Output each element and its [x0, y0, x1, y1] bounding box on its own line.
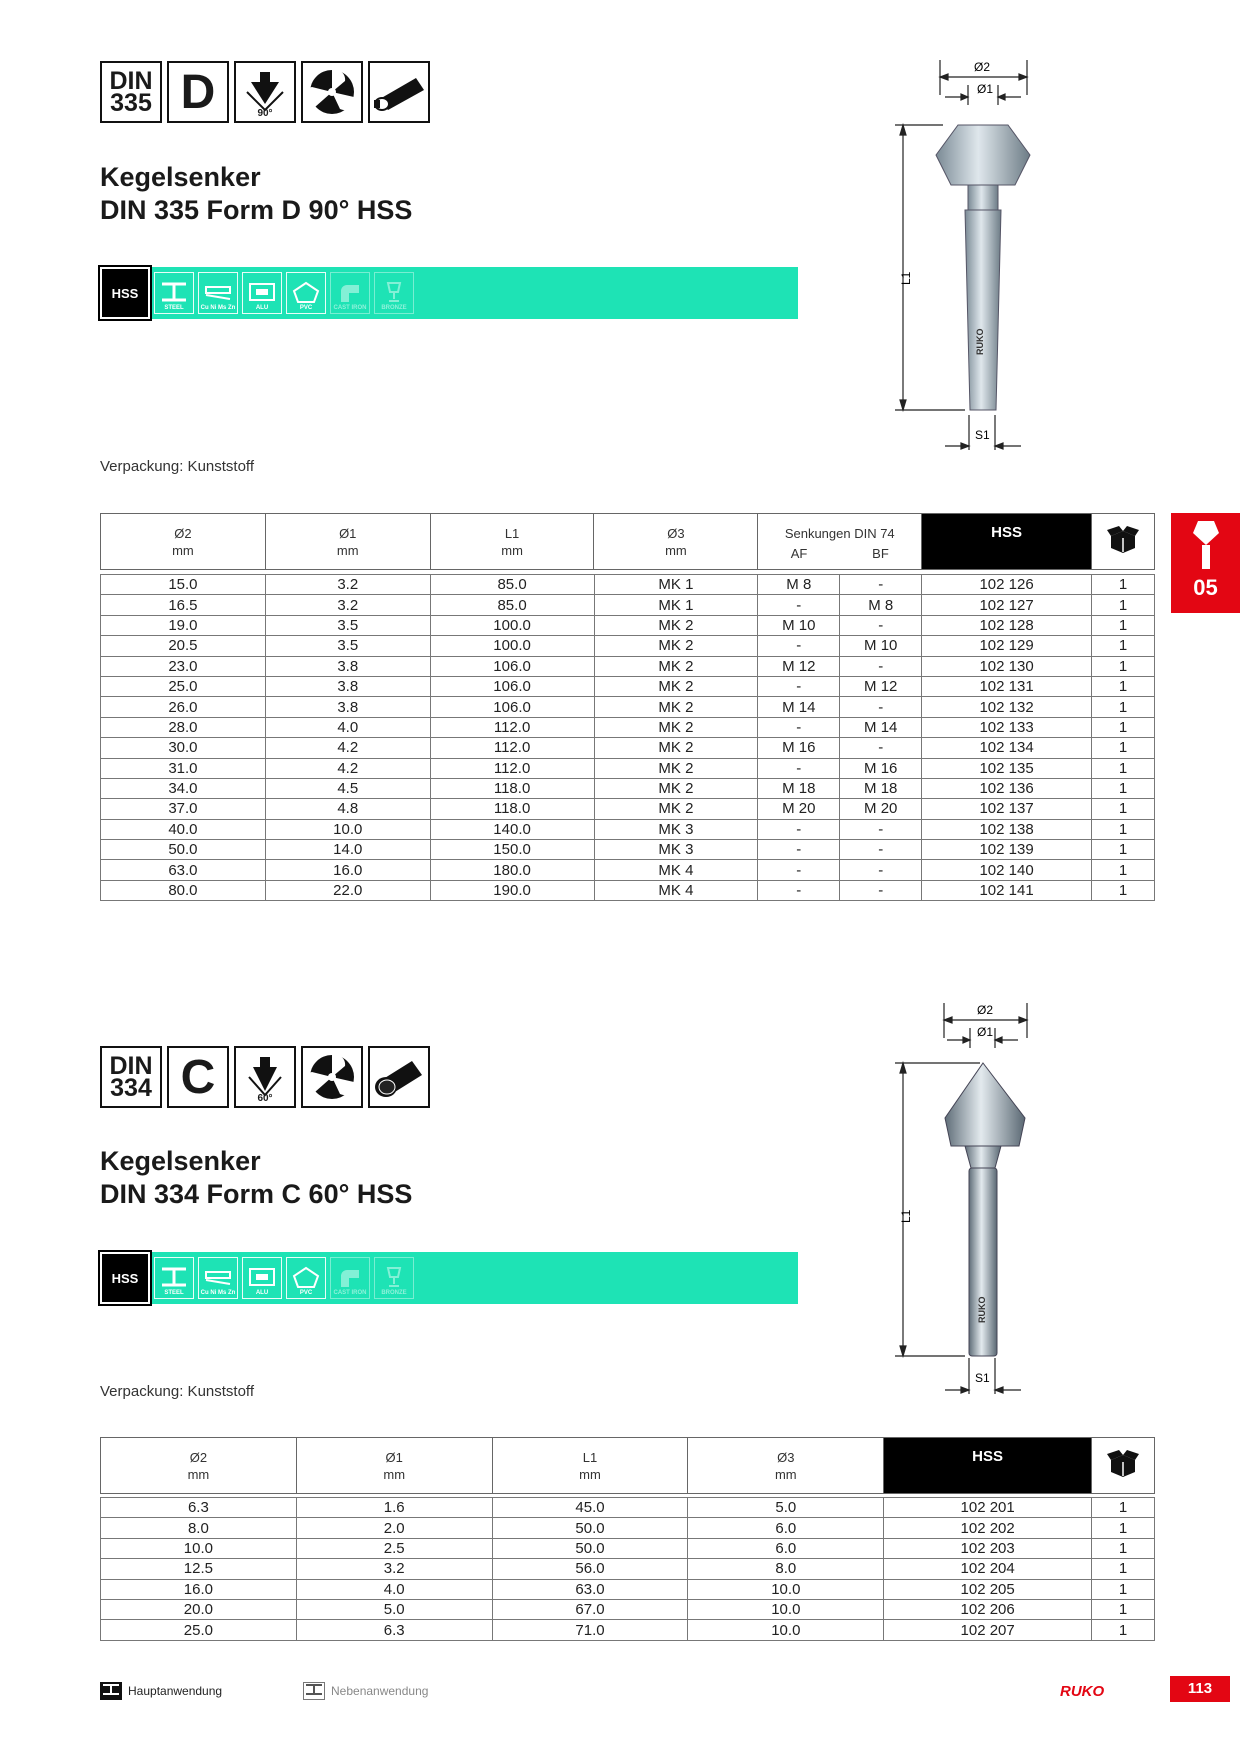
table-cell: -: [840, 880, 922, 900]
brand-logo: RUKO: [1060, 1683, 1105, 1700]
table-cell: 1: [1092, 738, 1155, 758]
dim-d2: Ø2: [977, 1003, 994, 1017]
table-row: [101, 819, 1155, 839]
table-cell: MK 2: [594, 778, 758, 798]
table-cell: 102 133: [922, 717, 1092, 737]
table-cell: 1: [1092, 880, 1155, 900]
steel-beam-icon-outline: [303, 1682, 325, 1700]
form-letter: C: [180, 1050, 216, 1104]
col-hss: HSS: [884, 1438, 1092, 1494]
table-cell: 1: [1092, 1620, 1155, 1640]
table-cell: 67.0: [492, 1599, 688, 1619]
table-cell: 102 130: [922, 656, 1092, 676]
table-cell: -: [758, 717, 840, 737]
table-cell: 102 132: [922, 697, 1092, 717]
table-cell: 3.8: [265, 676, 430, 696]
table-cell: 102 126: [922, 575, 1092, 595]
table-cell: 102 131: [922, 676, 1092, 696]
din-norm-icon: [100, 1046, 162, 1108]
countersink-drawing-2: [895, 998, 1065, 1398]
table-cell: -: [840, 860, 922, 880]
title-line1: Kegelsenker: [100, 162, 261, 192]
col-d3: Ø3 mm: [594, 514, 758, 570]
din-number: 335: [110, 89, 152, 117]
table-cell: 50.0: [101, 840, 266, 860]
table-cell: 102 141: [922, 880, 1092, 900]
table-cell: 102 202: [884, 1518, 1092, 1538]
table-row: [101, 840, 1155, 860]
table-cell: 1: [1092, 1599, 1155, 1619]
col-senkungen: Senkungen DIN 74 AF BF: [758, 514, 922, 570]
box-icon: [1107, 526, 1139, 554]
table-cell: 3.8: [265, 656, 430, 676]
material-pvc: PVC: [286, 1257, 326, 1299]
table-cell: 16.0: [101, 1579, 297, 1599]
table-cell: 102 136: [922, 778, 1092, 798]
table-cell: 1: [1092, 819, 1155, 839]
material-band-2: [100, 1252, 798, 1304]
table-cell: 102 128: [922, 615, 1092, 635]
table-row: [101, 1538, 1155, 1558]
material-alu: ALU: [242, 272, 282, 314]
table-cell: 22.0: [265, 880, 430, 900]
table-cell: MK 2: [594, 738, 758, 758]
material-band-1: [100, 267, 798, 319]
form-letter-icon: [167, 1046, 229, 1108]
table-cell: 1: [1092, 575, 1155, 595]
hss-badge: HSS: [100, 1252, 150, 1304]
table-cell: 112.0: [430, 738, 594, 758]
table-cell: 100.0: [430, 615, 594, 635]
table-cell: 5.0: [688, 1498, 884, 1518]
table-cell: -: [758, 819, 840, 839]
dim-d1: Ø1: [977, 1025, 994, 1039]
table-row: [101, 676, 1155, 696]
table-row: [101, 697, 1155, 717]
table-cell: 150.0: [430, 840, 594, 860]
table-cell: 12.5: [101, 1559, 297, 1579]
alu-profile-icon: [247, 1266, 277, 1288]
table-cell: -: [840, 615, 922, 635]
profile-icon: [203, 281, 233, 303]
table-row: [101, 717, 1155, 737]
material-pvc: PVC: [286, 272, 326, 314]
table-cell: M 20: [758, 799, 840, 819]
table-cell: M 16: [840, 758, 922, 778]
table-cell: 16.0: [265, 860, 430, 880]
table-cell: 71.0: [492, 1620, 688, 1640]
table-cell: 1: [1092, 840, 1155, 860]
table-cell: 102 203: [884, 1538, 1092, 1558]
table-cell: -: [758, 860, 840, 880]
table-row: [101, 1559, 1155, 1579]
table-cell: -: [758, 758, 840, 778]
col-d2: Ø2 mm: [101, 1438, 297, 1494]
table-cell: 3.2: [265, 595, 430, 615]
profile-icon: [203, 1266, 233, 1288]
table-cell: 3.8: [265, 697, 430, 717]
table-cell: 102 138: [922, 819, 1092, 839]
table-cell: 106.0: [430, 656, 594, 676]
table-cell: 102 135: [922, 758, 1092, 778]
table-cell: M 16: [758, 738, 840, 758]
table-cell: 102 134: [922, 738, 1092, 758]
table-cell: MK 4: [594, 860, 758, 880]
table-cell: 4.5: [265, 778, 430, 798]
table-cell: 100.0: [430, 636, 594, 656]
col-l1: L1 mm: [492, 1438, 688, 1494]
table-row: [101, 1498, 1155, 1518]
table-cell: -: [758, 880, 840, 900]
brand-engraving: RUKO: [975, 328, 985, 355]
table-cell: M 18: [840, 778, 922, 798]
table-cell: 1: [1092, 656, 1155, 676]
table-row: [101, 615, 1155, 635]
table-cell: -: [758, 595, 840, 615]
table-cell: 25.0: [101, 1620, 297, 1640]
table-cell: 2.5: [296, 1538, 492, 1558]
table-row: [101, 1579, 1155, 1599]
table-cell: 1: [1092, 697, 1155, 717]
packaging-note-2: Verpackung: Kunststoff: [100, 1383, 254, 1400]
table-cell: 37.0: [101, 799, 266, 819]
table-cell: 25.0: [101, 676, 266, 696]
spec-table-2: [100, 1497, 1155, 1641]
table-cell: 1: [1092, 758, 1155, 778]
countersink-drawing-1: [895, 55, 1065, 460]
material-nonferrous: Cu Ni Ms Zn: [198, 1257, 238, 1299]
table-cell: M 18: [758, 778, 840, 798]
table-cell: 1: [1092, 1559, 1155, 1579]
table-cell: 80.0: [101, 880, 266, 900]
table-cell: 1: [1092, 1498, 1155, 1518]
material-cast-iron: CAST IRON: [330, 272, 370, 314]
table-cell: 1: [1092, 1518, 1155, 1538]
material-bronze: BRONZE: [374, 272, 414, 314]
material-steel: STEEL: [154, 272, 194, 314]
elbow-icon: [335, 1266, 365, 1288]
legend-secondary: Nebenanwendung: [303, 1682, 428, 1700]
elbow-icon: [335, 281, 365, 303]
title-line2: DIN 334 Form C 60° HSS: [100, 1179, 413, 1209]
table-cell: 102 204: [884, 1559, 1092, 1579]
din-norm-icon: [100, 61, 162, 123]
table-row: [101, 595, 1155, 615]
table-cell: -: [758, 840, 840, 860]
material-cast-iron: CAST IRON: [330, 1257, 370, 1299]
table-cell: 4.2: [265, 738, 430, 758]
table-row: [101, 656, 1155, 676]
table-cell: 102 206: [884, 1599, 1092, 1619]
table-cell: 1: [1092, 717, 1155, 737]
table-row: [101, 799, 1155, 819]
table-cell: 50.0: [492, 1538, 688, 1558]
table-row: [101, 860, 1155, 880]
table-cell: 3.2: [296, 1559, 492, 1579]
table-cell: 102 205: [884, 1579, 1092, 1599]
steel-beam-icon: [159, 281, 189, 303]
table-cell: 30.0: [101, 738, 266, 758]
table-cell: 50.0: [492, 1518, 688, 1538]
table-cell: 1: [1092, 1579, 1155, 1599]
table-row: [101, 738, 1155, 758]
form-letter: D: [180, 65, 216, 119]
col-pack: [1091, 1438, 1154, 1494]
table-cell: 2.0: [296, 1518, 492, 1538]
table-cell: 6.3: [101, 1498, 297, 1518]
table-cell: 63.0: [101, 860, 266, 880]
three-flute-icon: [301, 1046, 363, 1108]
table-cell: MK 1: [594, 575, 758, 595]
table-cell: MK 2: [594, 676, 758, 696]
packaging-note-1: Verpackung: Kunststoff: [100, 458, 254, 475]
table-cell: 190.0: [430, 880, 594, 900]
table-cell: 102 139: [922, 840, 1092, 860]
table-cell: 118.0: [430, 799, 594, 819]
table-cell: MK 2: [594, 615, 758, 635]
table-cell: -: [840, 840, 922, 860]
table-cell: 102 137: [922, 799, 1092, 819]
material-alu: ALU: [242, 1257, 282, 1299]
table-cell: 10.0: [688, 1599, 884, 1619]
table-cell: -: [840, 738, 922, 758]
table-cell: MK 2: [594, 697, 758, 717]
table-cell: 16.5: [101, 595, 266, 615]
table-cell: M 10: [758, 615, 840, 635]
material-bronze: BRONZE: [374, 1257, 414, 1299]
steel-beam-icon: [100, 1682, 122, 1700]
table-cell: 102 127: [922, 595, 1092, 615]
pentagon-icon: [291, 281, 321, 303]
table-cell: MK 1: [594, 595, 758, 615]
table-cell: 10.0: [688, 1579, 884, 1599]
col-hss: HSS: [922, 514, 1092, 570]
table-cell: MK 3: [594, 819, 758, 839]
table-row: [101, 1620, 1155, 1640]
hss-badge: HSS: [100, 267, 150, 319]
table-cell: 15.0: [101, 575, 266, 595]
title-line2: DIN 335 Form D 90° HSS: [100, 195, 413, 225]
table-cell: 4.2: [265, 758, 430, 778]
table-cell: 102 129: [922, 636, 1092, 656]
pentagon-icon: [291, 1266, 321, 1288]
table-cell: 118.0: [430, 778, 594, 798]
table-cell: MK 2: [594, 636, 758, 656]
table-cell: 106.0: [430, 676, 594, 696]
table-cell: -: [840, 656, 922, 676]
spec-icons-2: [100, 1046, 430, 1108]
table-cell: 102 201: [884, 1498, 1092, 1518]
table-cell: 1: [1092, 636, 1155, 656]
morse-taper-shank-icon: [368, 61, 430, 123]
table-row: [101, 636, 1155, 656]
table-cell: 112.0: [430, 758, 594, 778]
dim-d2: Ø2: [974, 60, 991, 74]
material-nonferrous: Cu Ni Ms Zn: [198, 272, 238, 314]
table-cell: M 12: [758, 656, 840, 676]
countersink-angle-icon: [234, 1046, 296, 1108]
table-cell: 10.0: [265, 819, 430, 839]
table-cell: 10.0: [101, 1538, 297, 1558]
col-d1: Ø1 mm: [265, 514, 430, 570]
table-cell: 3.5: [265, 636, 430, 656]
table-cell: 102 207: [884, 1620, 1092, 1640]
table-row: [101, 778, 1155, 798]
table-cell: 1: [1092, 595, 1155, 615]
chapter-tab: [1171, 513, 1240, 613]
table-cell: 63.0: [492, 1579, 688, 1599]
col-d3: Ø3 mm: [688, 1438, 884, 1494]
product-title-1: [100, 161, 412, 227]
table-cell: 1: [1092, 778, 1155, 798]
table-cell: 102 140: [922, 860, 1092, 880]
table-cell: M 8: [840, 595, 922, 615]
table-cell: 3.5: [265, 615, 430, 635]
table-cell: 28.0: [101, 717, 266, 737]
table-cell: MK 4: [594, 880, 758, 900]
table-cell: 4.0: [296, 1579, 492, 1599]
table-cell: 4.0: [265, 717, 430, 737]
cylindrical-shank-icon: [368, 1046, 430, 1108]
col-l1: L1 mm: [430, 514, 594, 570]
table-cell: 6.3: [296, 1620, 492, 1640]
table-cell: -: [758, 636, 840, 656]
material-steel: STEEL: [154, 1257, 194, 1299]
table-cell: 40.0: [101, 819, 266, 839]
steel-beam-icon: [159, 1266, 189, 1288]
table-cell: 6.0: [688, 1518, 884, 1538]
table-cell: 1: [1092, 1538, 1155, 1558]
product-title-2: [100, 1145, 412, 1211]
table-cell: 23.0: [101, 656, 266, 676]
box-icon: [1107, 1450, 1139, 1478]
table-cell: 1: [1092, 860, 1155, 880]
col-d2: Ø2 mm: [101, 514, 266, 570]
table-cell: MK 2: [594, 758, 758, 778]
table-cell: 180.0: [430, 860, 594, 880]
table-cell: -: [758, 676, 840, 696]
table-cell: 19.0: [101, 615, 266, 635]
spec-table-1: [100, 574, 1155, 901]
goblet-icon: [379, 281, 409, 303]
table-cell: 1: [1092, 615, 1155, 635]
col-d1: Ø1 mm: [296, 1438, 492, 1494]
table-cell: 1.6: [296, 1498, 492, 1518]
table-row: [101, 1518, 1155, 1538]
table-cell: MK 2: [594, 717, 758, 737]
table-row: [101, 758, 1155, 778]
dim-s1: S1: [975, 1371, 990, 1385]
table-cell: -: [840, 697, 922, 717]
dim-l1: L1: [899, 271, 913, 285]
dim-d1: Ø1: [977, 82, 994, 96]
table-cell: 1: [1092, 676, 1155, 696]
din-number: 334: [110, 1074, 152, 1102]
din-label: DIN: [109, 1052, 153, 1080]
dim-s1: S1: [975, 428, 990, 442]
table-cell: 56.0: [492, 1559, 688, 1579]
table-cell: 26.0: [101, 697, 266, 717]
table-cell: M 8: [758, 575, 840, 595]
three-flute-icon: [301, 61, 363, 123]
table-cell: 8.0: [101, 1518, 297, 1538]
spec-icons-1: [100, 61, 430, 123]
brand-engraving: RUKO: [977, 1296, 987, 1323]
table-row: [101, 880, 1155, 900]
table-cell: MK 2: [594, 799, 758, 819]
table-cell: -: [840, 575, 922, 595]
table-cell: 5.0: [296, 1599, 492, 1619]
table-cell: MK 2: [594, 656, 758, 676]
table-cell: 140.0: [430, 819, 594, 839]
table-cell: 31.0: [101, 758, 266, 778]
legend-primary: Hauptanwendung: [100, 1682, 222, 1700]
table-row: [101, 575, 1155, 595]
table-cell: 20.0: [101, 1599, 297, 1619]
table-cell: M 20: [840, 799, 922, 819]
table-cell: 10.0: [688, 1620, 884, 1640]
table-cell: -: [840, 819, 922, 839]
angle-label: 60°: [257, 1093, 273, 1104]
title-line1: Kegelsenker: [100, 1146, 261, 1176]
din-label: DIN: [109, 67, 153, 95]
goblet-icon: [379, 1266, 409, 1288]
table-cell: 14.0: [265, 840, 430, 860]
table-cell: 6.0: [688, 1538, 884, 1558]
form-letter-icon: [167, 61, 229, 123]
table-cell: 106.0: [430, 697, 594, 717]
chapter-number: 05: [1193, 575, 1218, 600]
countersink-angle-icon: [234, 61, 296, 123]
spec-table-header-2: [100, 1437, 1155, 1494]
table-row: [101, 1599, 1155, 1619]
table-cell: 85.0: [430, 595, 594, 615]
angle-label: 90°: [257, 108, 273, 119]
table-cell: M 14: [758, 697, 840, 717]
table-cell: M 14: [840, 717, 922, 737]
col-pack: [1092, 514, 1155, 570]
table-cell: 85.0: [430, 575, 594, 595]
countersink-chapter-icon: [1191, 519, 1221, 571]
alu-profile-icon: [247, 281, 277, 303]
table-cell: 3.2: [265, 575, 430, 595]
dim-l1: L1: [899, 1209, 913, 1223]
table-cell: 112.0: [430, 717, 594, 737]
table-cell: 8.0: [688, 1559, 884, 1579]
table-cell: M 10: [840, 636, 922, 656]
table-cell: MK 3: [594, 840, 758, 860]
spec-table-header-1: [100, 513, 1155, 570]
table-cell: 4.8: [265, 799, 430, 819]
page-number: 113: [1170, 1676, 1230, 1702]
table-cell: 45.0: [492, 1498, 688, 1518]
table-cell: 20.5: [101, 636, 266, 656]
table-cell: M 12: [840, 676, 922, 696]
table-cell: 34.0: [101, 778, 266, 798]
table-cell: 1: [1092, 799, 1155, 819]
